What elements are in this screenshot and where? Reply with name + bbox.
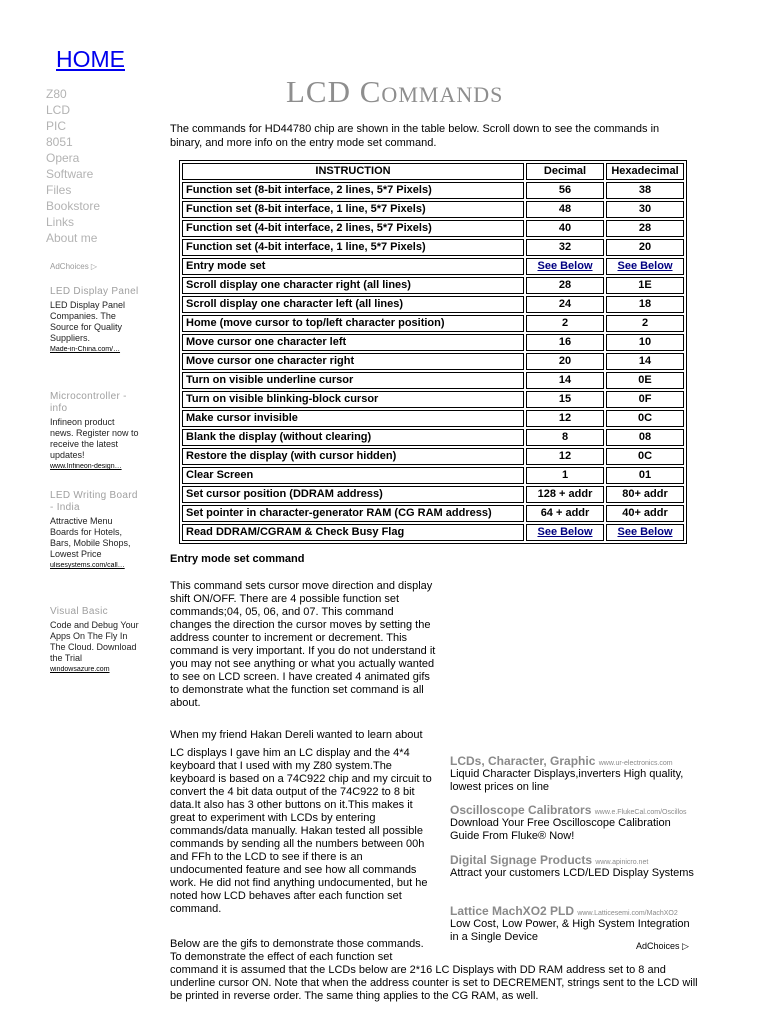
cell-decimal: 20 <box>526 353 604 370</box>
cell-hexadecimal: 40+ addr <box>606 505 684 522</box>
intro-text: The commands for HD44780 chip are shown in the table below. Scroll down to see the commands in binary, and more info on the entry mode set command. <box>170 123 660 149</box>
nav-8051[interactable]: 8051 <box>46 135 73 149</box>
cell-decimal <box>526 524 604 541</box>
nav-z80[interactable]: Z80 <box>46 87 67 101</box>
cell-instruction: Blank the display (without clearing) <box>182 429 524 446</box>
side-ad-desc: LED Display Panel Companies. The Source for Quality Suppliers. <box>50 300 126 343</box>
cell-decimal: 128 + addr <box>526 486 604 503</box>
cell-decimal: 8 <box>526 429 604 446</box>
right-ad-2[interactable] <box>450 803 700 843</box>
table-row <box>182 391 684 408</box>
cell-hexadecimal: 01 <box>606 467 684 484</box>
right-ad-desc: Liquid Character Displays,inverters High quality, lowest prices on line <box>450 768 684 793</box>
cell-hexadecimal <box>606 524 684 541</box>
side-ad-4[interactable] <box>50 606 140 673</box>
cell-instruction: Function set (4-bit interface, 1 line, 5*7 Pixels) <box>182 239 524 256</box>
table-row <box>182 524 684 541</box>
side-ad-title[interactable]: Visual Basic <box>50 606 108 617</box>
home-link[interactable]: HOME <box>56 46 125 72</box>
cell-hexadecimal: 2 <box>606 315 684 332</box>
table-row <box>182 353 684 370</box>
cell-decimal: 14 <box>526 372 604 389</box>
right-ad-title[interactable]: LCDs, Character, Graphic <box>450 754 596 768</box>
lcd-commands-table <box>179 160 687 544</box>
cell-decimal: 48 <box>526 201 604 218</box>
side-ad-1[interactable] <box>50 286 140 353</box>
cell-instruction: Turn on visible blinking-block cursor <box>182 391 524 408</box>
cell-instruction: Make cursor invisible <box>182 410 524 427</box>
cell-decimal: 1 <box>526 467 604 484</box>
table-row <box>182 277 684 294</box>
cell-hexadecimal: 30 <box>606 201 684 218</box>
paragraph-entry-mode: This command sets cursor move direction and display shift ON/OFF. There are 4 possible function set commands;04, 05, 06, and 07. This command changes the direction the cursor moves by setting the address counter to increment or decrement. This command is very important. If you do not understand it you may not see anything or what you actually wanted to see on LCD screen. I have created 4 animated gifs to demonstrate what the function set command is all about. <box>170 580 436 709</box>
see-below-link[interactable]: See Below <box>617 526 673 538</box>
side-ad-title[interactable]: Microcontroller - info <box>50 391 127 414</box>
side-ad-3[interactable] <box>50 490 140 569</box>
cell-instruction: Move cursor one character right <box>182 353 524 370</box>
cell-decimal <box>526 258 604 275</box>
cell-decimal: 2 <box>526 315 604 332</box>
nav-files[interactable]: Files <box>46 183 72 197</box>
right-ad-url[interactable]: www.Latticesemi.com/MachXO2 <box>577 910 678 917</box>
right-ad-title[interactable]: Oscilloscope Calibrators <box>450 803 592 817</box>
table-header-row <box>182 163 684 180</box>
right-ad-desc: Attract your customers LCD/LED Display Systems <box>450 867 694 879</box>
cell-instruction: Set pointer in character-generator RAM (CG RAM address) <box>182 505 524 522</box>
side-ad-url[interactable]: Made-in-China.com/… <box>50 346 121 353</box>
side-ad-url[interactable]: windowsazure.com <box>50 666 110 673</box>
cell-instruction: Function set (4-bit interface, 2 lines, 5*7 Pixels) <box>182 220 524 237</box>
table-row <box>182 467 684 484</box>
nav-opera[interactable]: Opera <box>46 151 80 165</box>
cell-instruction: Turn on visible underline cursor <box>182 372 524 389</box>
paragraph-hakan-test: LC displays I gave him an LC display and the 4*4 keyboard that I used with my Z80 system.The keyboard is based on a 74C922 chip and my circuit to convert the 4 bit data output of the 74C922 to 8 bit data.It also has 3 other buttons on it.This makes it great to experiment with LCDs by entering commands/data manually. Hakan tested all possible commands by sending all the numbers between 00h and FFh to the LCD to see if there is an undocumented feature and see how all commands work. He did not find anything undocumented, but he noted how LCD behaves after each function set command. <box>170 747 432 915</box>
table-row <box>182 505 684 522</box>
cell-instruction: Scroll display one character right (all lines) <box>182 277 524 294</box>
side-ad-desc: Code and Debug Your Apps On The Fly In The Cloud. Download the Trial <box>50 620 139 663</box>
adchoices-small-link[interactable]: AdChoices ▷ <box>50 262 98 271</box>
cell-hexadecimal: 08 <box>606 429 684 446</box>
side-ad-desc: Infineon product news. Register now to receive the latest updates! <box>50 417 139 460</box>
cell-hexadecimal: 0E <box>606 372 684 389</box>
paragraph-gifs: Below are the gifs to demonstrate those commands. To demonstrate the effect of each function set <box>170 938 424 963</box>
right-ad-title[interactable]: Lattice MachXO2 PLD <box>450 904 575 918</box>
cell-instruction: Move cursor one character left <box>182 334 524 351</box>
right-ad-4[interactable] <box>450 904 700 944</box>
side-ad-desc: Attractive Menu Boards for Hotels, Bars, Mobile Shops, Lowest Price <box>50 516 131 559</box>
table-row <box>182 410 684 427</box>
adchoices-link[interactable]: AdChoices ▷ <box>636 941 689 951</box>
cell-decimal: 64 + addr <box>526 505 604 522</box>
nav-links[interactable]: Links <box>46 215 75 229</box>
cell-decimal: 15 <box>526 391 604 408</box>
table-row <box>182 258 684 275</box>
header-decimal: Decimal <box>526 163 604 180</box>
table-row <box>182 334 684 351</box>
cell-instruction: Restore the display (with cursor hidden) <box>182 448 524 465</box>
table-row <box>182 315 684 332</box>
cell-instruction: Read DDRAM/CGRAM & Check Busy Flag <box>182 524 524 541</box>
table-row <box>182 201 684 218</box>
cell-instruction: Scroll display one character left (all lines) <box>182 296 524 313</box>
table-row <box>182 448 684 465</box>
nav-about-me[interactable]: About me <box>46 231 98 245</box>
cell-instruction: Clear Screen <box>182 467 524 484</box>
cell-instruction: Home (move cursor to top/left character position) <box>182 315 524 332</box>
cell-instruction: Entry mode set <box>182 258 524 275</box>
side-ad-title[interactable]: LED Writing Board - India <box>50 490 138 513</box>
cell-hexadecimal: 80+ addr <box>606 486 684 503</box>
paragraph-hakan-intro: When my friend Hakan Dereli wanted to learn about <box>170 729 423 741</box>
left-navigation <box>46 86 156 246</box>
see-below-link[interactable]: See Below <box>617 260 673 272</box>
see-below-link[interactable]: See Below <box>537 526 593 538</box>
header-instruction: INSTRUCTION <box>182 163 524 180</box>
cell-hexadecimal: 18 <box>606 296 684 313</box>
see-below-link[interactable]: See Below <box>537 260 593 272</box>
cell-instruction: Set cursor position (DDRAM address) <box>182 486 524 503</box>
right-ad-1[interactable] <box>450 754 700 794</box>
cell-hexadecimal: 0C <box>606 410 684 427</box>
cell-hexadecimal: 28 <box>606 220 684 237</box>
cell-instruction: Function set (8-bit interface, 1 line, 5*7 Pixels) <box>182 201 524 218</box>
table-row <box>182 429 684 446</box>
header-hexadecimal: Hexadecimal <box>606 163 684 180</box>
side-ad-url[interactable]: www.Infineon-design… <box>50 463 122 470</box>
nav-bookstore[interactable]: Bookstore <box>46 199 101 213</box>
cell-decimal: 24 <box>526 296 604 313</box>
table-row <box>182 296 684 313</box>
table-row <box>182 486 684 503</box>
cell-hexadecimal <box>606 258 684 275</box>
right-ad-url[interactable]: www.apinicro.net <box>595 859 649 866</box>
cell-hexadecimal: 0F <box>606 391 684 408</box>
side-ad-url[interactable]: ulisesystems.com/call… <box>50 562 125 569</box>
side-ad-title[interactable]: LED Display Panel <box>50 286 139 297</box>
right-ad-url[interactable]: www.e.FlukeCal.com/Oscillos <box>594 809 687 816</box>
table-row <box>182 182 684 199</box>
right-ad-desc: Download Your Free Oscilloscope Calibration Guide From Fluke® Now! <box>450 817 671 842</box>
page-title: LCD Commands <box>286 74 504 109</box>
cell-decimal: 32 <box>526 239 604 256</box>
nav-pic[interactable]: PIC <box>46 119 67 133</box>
cell-hexadecimal: 20 <box>606 239 684 256</box>
nav-lcd[interactable]: LCD <box>46 103 71 117</box>
right-ad-url[interactable]: www.ur-electronics.com <box>598 760 673 767</box>
table-row <box>182 372 684 389</box>
cell-decimal: 16 <box>526 334 604 351</box>
paragraph-lcd-assumption: command it is assumed that the LCDs below are 2*16 LC Displays with DD RAM address set to 8 and underline cursor ON. Note that when the address counter is set to DECREMENT, strings sent to the LCD will be printed in reverse order. The same thing applies to the CG RAM, as well. <box>170 964 698 1002</box>
cell-decimal: 12 <box>526 410 604 427</box>
side-ad-2[interactable] <box>50 391 140 470</box>
cell-hexadecimal: 0C <box>606 448 684 465</box>
right-ad-desc: Low Cost, Low Power, & High System Integration in a Single Device <box>450 918 690 943</box>
cell-decimal: 12 <box>526 448 604 465</box>
right-ad-title[interactable]: Digital Signage Products <box>450 853 593 867</box>
right-ad-3[interactable] <box>450 853 700 880</box>
cell-hexadecimal: 1E <box>606 277 684 294</box>
cell-decimal: 28 <box>526 277 604 294</box>
cell-hexadecimal: 38 <box>606 182 684 199</box>
nav-software[interactable]: Software <box>46 167 94 181</box>
cell-decimal: 40 <box>526 220 604 237</box>
cell-hexadecimal: 14 <box>606 353 684 370</box>
table-row <box>182 239 684 256</box>
cell-instruction: Function set (8-bit interface, 2 lines, 5*7 Pixels) <box>182 182 524 199</box>
entry-mode-heading: Entry mode set command <box>170 553 305 565</box>
cell-decimal: 56 <box>526 182 604 199</box>
cell-hexadecimal: 10 <box>606 334 684 351</box>
table-row <box>182 220 684 237</box>
